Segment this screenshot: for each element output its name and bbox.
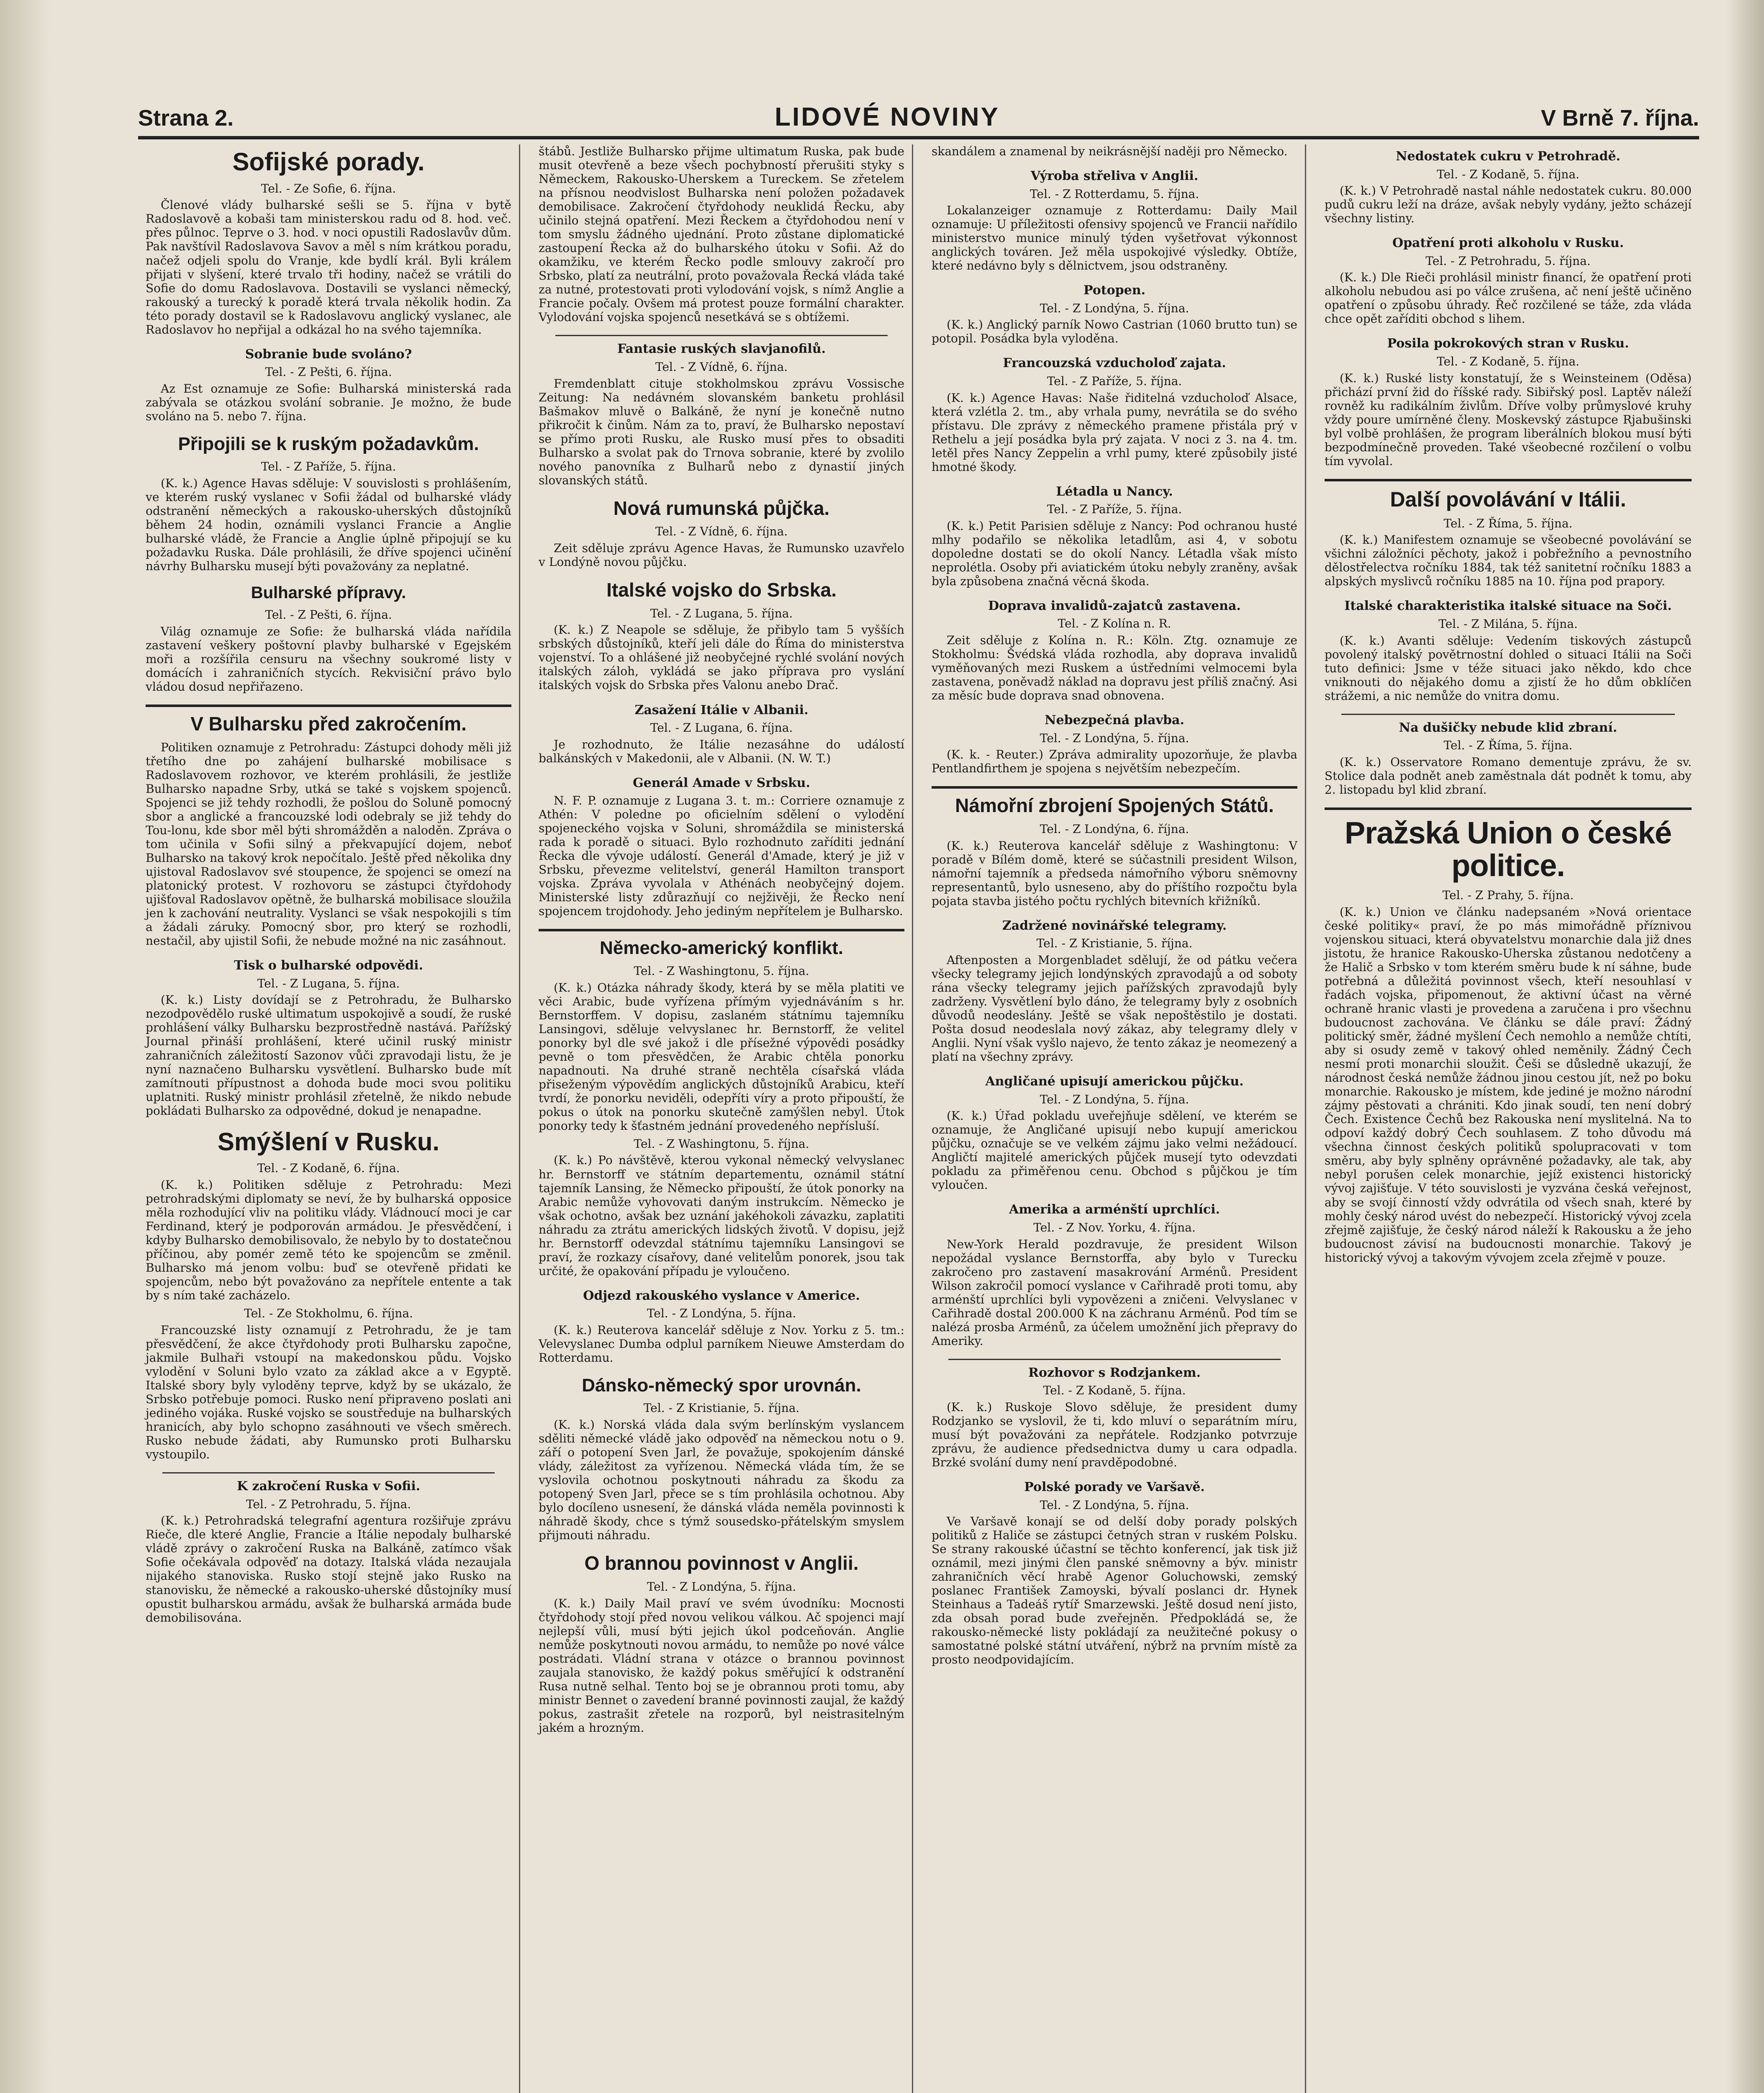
divider bbox=[932, 786, 1297, 789]
dateline: Tel. - Z Rotterdamu, 5. října. bbox=[1030, 187, 1199, 201]
headline: K zakročení Ruska v Sofii. bbox=[236, 1479, 421, 1494]
article-press-response bbox=[146, 959, 511, 1117]
article-body: (K. k.) Union ve článku nadepsaném »Nová orientace české politiky« praví, že po más mimořádně příznivou vojenskou situaci, která obyvatelstvu monarchie dala již dnes jistotu, že hranice Rakousko-Uherska zůstanou nedotčeny a že Halič a Srbsko v tom kterém směru bude k ní sáhne, bude potřebná a důležitá povinnost všech, kteří nesouhlasí v řadách vojska, připomenout, že aktivní účast na věrné ochraně hranic vlasti je provedena a zaručena i pro všechnu budoucnost zachována. Ve článku se dále praví: Žádný politický směr, žádné myšlení Čech nemohlo a nemůže chtíti, aby si osudy země v takový ohled neměnily. Žádný Čech nesmí proti monarchii sloužit. Češi se důsledně ukazují, že národnost česká nemůže žádnou jinou cestou jít, než po boku monarchie. Rakousko je místem, kde jediné je možno národní zájmy pěstovati a chrániti. Kdo jinak soudí, ten není dobrý Čech. Existence Čechů bez Rakouska není myslitelná. Na to odpoví každý dobrý Čech souhlasem. Z toho důvodu má všechna činnost českých politiků spolupracovati v tom směru, aby byly splněny oprávněné požadavky, ale tak, aby nebyl porušen celek monarchie, jejíž existenci historický vývoj zajišťuje. V této souvislosti je vyzvána česká veřejnost, aby se svojí činností vždy odvrátila od všech snah, které by mohly český národ uvést do nebezpečí. Historický vývoj zcela zřejmě zajišťuje, že český národ náleží k Rakousku a že jeho budoucnost závisí na budoucnosti monarchie. Takový je historický vývoj a takovým vývojem zcela zřejmě v pouze. bbox=[1325, 905, 1692, 1265]
headline: O brannou povinnost v Anglii. bbox=[584, 1552, 859, 1574]
article-italian-troops bbox=[539, 580, 904, 692]
article-american-loan bbox=[932, 1075, 1297, 1192]
article-body: (K. k.) Politiken sděluje z Petrohradu: Mezi petrohradskými diplomaty se neví, že by bulharská opposice měla rozhodující vliv na politiku vlády. Vládnoucí moci je car Ferdinand, který je podporován armádou. Je přesvědčení, i kdyby Bulharsko demobilisovalo, že nebylo by to dostatečnou příčinou, aby pomér země této ke spojencům se změnil. Bulharsko má jenom volbu: buď se otevřeně přidati ke spojencům, nebo být považováno za nepřítele entente a tak by s ním také zacházelo. bbox=[146, 1178, 511, 1303]
column-4 bbox=[1317, 144, 1699, 2093]
article-withheld-telegrams bbox=[932, 919, 1297, 1064]
column-3 bbox=[924, 144, 1306, 2093]
article-dangerous-navigation bbox=[932, 713, 1297, 775]
article-body: (K. k. - Reuter.) Zpráva admirality upozorňuje, že plavba Pentlandfirthem je spojena s největším nebezpečím. bbox=[932, 748, 1297, 776]
headline: Německo-americký konflikt. bbox=[599, 938, 844, 959]
article-polish-talks bbox=[932, 1480, 1297, 1666]
dateline: Tel. - Z Petrohradu, 5. října. bbox=[1425, 254, 1591, 268]
article-progressive-parties bbox=[1325, 337, 1692, 468]
headline: V Bulharsku před zakročením. bbox=[190, 713, 467, 735]
headline: Opatření proti alkoholu v Rusku. bbox=[1392, 236, 1624, 251]
article-body: Lokalanzeiger oznamuje z Rotterdamu: Daily Mail oznamuje: U příležitosti ofensivy spojenců ve Francii nařídilo ministerstvo munice minulý týden vyšetřovat výkonnost anglických továren. Jež měla uspokojivé výsledky. Obtíže, které nedávno byly s dělnictvem, jsou odstraněny. bbox=[932, 203, 1297, 273]
article-body: Az Est oznamuje ze Sofie: Bulharská ministerská rada zabývala se otázkou svolání sobranie. Je možno, že bude svoláno na 5. nebo 7. října. bbox=[146, 381, 511, 423]
headline: Dánsko-německý spor urovnán. bbox=[582, 1375, 861, 1396]
dateline: Tel. - Z Washingtonu, 5. října. bbox=[634, 964, 809, 978]
dateline: Tel. - Z Paříže, 5. října. bbox=[261, 460, 396, 474]
dateline: Tel. - Z Petrohradu, 5. října. bbox=[246, 1497, 411, 1511]
article-body: (K. k.) Anglický parník Nowo Castrian (1060 brutto tun) se potopil. Posádka byla vyloděna. bbox=[932, 318, 1297, 346]
article-body: (K. k.) Norská vláda dala svým berlínským vyslancem sděliti německé vládě jako odpověď na německou notu o 9. září o potopení Sven Jarl, že považuje, spokojením dánské vlády, záležitost za vyřízenou. Německá vláda tím, že se vyslovila ochotnou poskytnouti náhradu za škodu za potopený Sven Jarl, přece se s tím prohlásila ochotnou. Aby bylo docíleno usnesení, že dánská vláda neměla povinnosti k náhradě škody, chce s týmž sousedsko-přátelským smyslem přijmouti náhradu. bbox=[539, 1418, 904, 1543]
headline: Nová rumunská půjčka. bbox=[613, 497, 830, 519]
article-sunk bbox=[932, 283, 1297, 345]
headline: Sofijské porady. bbox=[232, 148, 425, 176]
article-italy-albania bbox=[539, 703, 904, 765]
dateline: Tel. - Z Prahy, 5. října. bbox=[1442, 888, 1574, 903]
dateline: Tel. - Z Lugana, 5. října. bbox=[650, 606, 793, 620]
issue-date: V Brně 7. října. bbox=[1541, 105, 1699, 131]
article-airship-captured bbox=[932, 356, 1297, 473]
article-body: (K. k.) Petit Parisien sděluje z Nancy: Pod ochranou husté mlhy podařilo se několika letadlům, asi 4, v sobotu dopoledne dostati se do okolí Nancy. Létadla však místo neprolétla. Osoby při aviatickém útoku nebyly zraněny, avšak byla způsobena značná věcná škoda. bbox=[932, 519, 1297, 588]
divider bbox=[539, 929, 904, 931]
article-body: (K. k.) Z Neapole se sděluje, že přibylo tam 5 vyšších srbských důstojníků, kteří jeli dále do Říma do ministerstva vojenství. To a ohlášené již neobyčejné rychlé svolání nových italských záloh, vykládá se jako příprava pro vyslání italských vojsk do Srbska přes Valonu anebo Drač. bbox=[539, 623, 904, 692]
article-body: Politiken oznamuje z Petrohradu: Zástupci dohody měli již třetího dne po zahájení bulharské mobilisace s Radoslavovem rozhovor, ve kterém prohlásili, že jestliže Bulharsko napadne Srby, utká se také s vojskem spojenců. Spojenci se již tehdy rozhodli, že pošlou do Soluně pomocný sbor a anglické a francouzské lodi odebraly se již tehdy do Tou-lonu, kde sbor měl býti shromážděn a naloděn. Zpráva o tom učinila v Sofii silný a překvapující dojem, neboť Bulharsko na takový krok nepočítalo. Ještě před několika dny ujistoval Radoslavov své stoupence, že spojenci se omezí na platonický protest. V rozhovoru se zástupci čtyřdohody ujišťoval Radoslavov opětně, že bulharská mobilisace sloužila jen k zachování neutrality. Vyslanci se však nespokojili s tím a žádali záruky. Pomocný sbor, pro který se rozhodli, nestačil, aby ujistil Sofii, že nebude možné na nic zasáhnout. bbox=[146, 740, 511, 948]
headline: Odjezd rakouského vyslance v Americe. bbox=[583, 1288, 860, 1303]
article-body: Világ oznamuje ze Sofie: že bulharská vláda nařídila zastavení veškery poštovní plavby bulharské v Egejském moři a rozšířila censuru na všechny soukromé listy v domácích i zahraničních stycích. Rekvisiční právo bylo vládou dosud nepřiřazeno. bbox=[146, 625, 511, 694]
article-munitions bbox=[932, 169, 1297, 273]
divider bbox=[162, 1472, 495, 1473]
article-body: Je rozhodnuto, že Itálie nezasáhne do událostí balkánských v Makedonii, ale v Albanii. (N. W. T.) bbox=[539, 737, 904, 765]
headline: Rozhovor s Rodzjankem. bbox=[1028, 1365, 1201, 1380]
article-body: (K. k.) Reuterova kancelář sděluje z Nov. Yorku z 5. tm.: Velevyslanec Dumba odplul parníkem Nieuwe Amsterdam do Rotterdamu. bbox=[539, 1323, 904, 1365]
article-before-intervention bbox=[146, 714, 511, 948]
article-isonzo-situation bbox=[1325, 599, 1692, 702]
divider bbox=[146, 705, 511, 707]
divider bbox=[1325, 807, 1692, 810]
dateline: Tel. - Z Londýna, 5. října. bbox=[647, 1306, 796, 1321]
dateline: Tel. - Z Kodaně, 5. října. bbox=[1437, 167, 1579, 181]
headline: Posila pokrokových stran v Rusku. bbox=[1387, 336, 1629, 351]
headline: Připojili se k ruským požadavkům. bbox=[178, 433, 479, 454]
article-body: skandálem a znamenal by neikrásnější naději pro Německo. bbox=[932, 144, 1288, 158]
article-body: Zeit sděluje zprávu Agence Havas, že Rumunsko uzavřelo v Londýně novou půjčku. bbox=[539, 541, 904, 569]
newspaper-title: LIDOVÉ NOVINY bbox=[775, 103, 1000, 131]
article-general-amade bbox=[539, 776, 904, 918]
dateline: Tel. - Z Lugana, 5. října. bbox=[257, 976, 400, 990]
article-continued bbox=[932, 144, 1297, 158]
dateline: Tel. - Z Lugana, 6. října. bbox=[650, 721, 793, 735]
article-body: (K. k.) Listy dovídají se z Petrohradu, že Bulharsko nezodpovědělo ruské ultimatum uspokojivě a soudí, že ruské prohlášení války Bulharsku bezprostředně nastává. Pařížský Journal přináší prohlášení, které učinil ruský ministr zahraničních záležitostí Sazonov vůči zpravodaji listu, že je nyní naznačeno Bulharsku vysvětlení. Bulharsko bude mít zamítnouti přípustnost a dohoda bude moci svou politiku uplatniti. Ruský ministr prohlásil zřetelně, že nikdo nebude pokládati Bulharsko za odpovědné, dokud je nenapadne. bbox=[146, 993, 511, 1118]
dateline: Tel. - Z Londýna, 6. října. bbox=[1040, 822, 1189, 836]
headline: Smýšlení v Rusku. bbox=[217, 1127, 440, 1156]
article-body: (K. k.) Po návštěvě, kterou vykonal německý velvyslanec hr. Bernstorff ve státním departementu, oznámil státní tajemník Lansing, že Německo připouští, že útok ponorky na Arabic nemůže vyhovovati daným instrukcím. Německo je však ochotno, avšak bez uznání jakéhokoli závazku, zaplatiti náhradu za ztrátu amerických lidských životů. V dopisu, jejž hr. Bernstorff odevzdal státnímu tajemníku Lansingovi se praví, že rozkazy císařovy, dané velitelům ponorek, jsou tak určité, že opakování případu je vyloučeno. bbox=[539, 1153, 904, 1278]
article-columns bbox=[138, 144, 1699, 2093]
headline: Italské vojsko do Srbska. bbox=[606, 579, 837, 601]
headline: Zasažení Itálie v Albanii. bbox=[634, 702, 809, 717]
headline: Na dušičky nebude klid zbraní. bbox=[1399, 720, 1618, 735]
article-bulgarian-preparations bbox=[146, 584, 511, 694]
headline: Námořní zbrojení Spojených Států. bbox=[955, 795, 1274, 817]
article-body: (K. k.) Daily Mail praví ve svém úvodníku: Mocnosti čtyřdohody stojí před novou velikou válkou. Ač spojenci mají nejlepší vůli, musí býti jejich úkol podceňován. Anglie nemůže poskytnouti novou armádu, to nemůže po nové válce postrádati. Vládní strana v otázce o brannou povinnost zaujala stanovisko, že každý pokus směřující k odstranění Rusa nutně selhal. Tento boj se je obrannou proti tomu, aby ministr Bennet o zavedení branné povinnosti zaujal, že každý pokus, zastrašit zřetele na rozporů, byl neistrasitelným jakém a hrozným. bbox=[539, 1596, 904, 1735]
divider bbox=[1341, 714, 1675, 715]
headline: Létadla u Nancy. bbox=[1056, 484, 1173, 499]
article-body: N. F. P. oznamuje z Lugana 3. t. m.: Corriere oznamuje z Athén: V poledne po oficielním sdělení o vylodění spojeneckého vojska v Soluni, shromáždila se ministerská rada k poradě o situaci. Bylo rozhodnuto zaříditi jednání Řecka dle vývoje událostí. Generál d'Amade, který je již v Srbsku, převezme velitelství, generál Hamilton transport vojska. Zpráva vyvolala v Athénách neobyčejný dojem. Ministerské listy zdůrazňují co nejživěji, že Řecko není spojencem trojdohody. Jeho jediným nepřítelem je Bulharsko. bbox=[539, 794, 904, 918]
article-alcohol-measures bbox=[1325, 236, 1692, 326]
headline: Potopen. bbox=[1084, 283, 1145, 298]
headline: Francouzská vzducholoď zajata. bbox=[1003, 356, 1226, 371]
headline: Nebezpečná plavba. bbox=[1045, 713, 1184, 728]
headline: Nedostatek cukru v Petrohradě. bbox=[1396, 149, 1620, 164]
dateline: Tel. - Z Paříže, 5. října. bbox=[1047, 374, 1182, 388]
article-body: (K. k.) Reuterova kancelář sděluje z Washingtonu: V poradě v Bílém domě, které se súčastnili president Wilson, námořní tajemník a předseda námořního výboru sněmovny representantů, bylo usneseno, aby do příštího rozpočtu byla pojata stavba jistého počtu rychlých bitevních křižníků. bbox=[932, 838, 1297, 908]
article-union-czech-politics bbox=[1325, 817, 1692, 1265]
divider bbox=[948, 1359, 1281, 1360]
headline: Tisk o bulharské odpovědi. bbox=[234, 958, 424, 973]
article-body: Zeit sděluje z Kolína n. R.: Köln. Ztg. oznamuje ze Stokholmu: Švédská vláda rozhodla, aby doprava invalidů vyměňovaných mezi Ruskem a ústředními velmocemi byla zastavena, poněvadž náklad na dopravu jest příliš značný. Asi za měsíc bude doprava snad obnovena. bbox=[932, 633, 1297, 703]
page-number: Strana 2. bbox=[138, 105, 234, 131]
article-body: (K. k.) Agence Havas sděluje: V souvislosti s prohlášením, ve kterém ruský vyslanec v Sofii žádal od bulharské vlády odstranění německých a rakousko-uherských důstojníků během 24 hodin, oznámili vyslanci Francie a Anglie bulharské vládě, že Francie a Anglie úplně připojují se ku požadavku Ruska. Dále prohlásili, že dříve spojenci učinění návrhy Bulharsku musejí býti považovány za neplatné. bbox=[146, 476, 511, 573]
headline: Italské charakteristika italské situace na Soči. bbox=[1344, 599, 1672, 614]
dateline: Tel. - Z Washingtonu, 5. října. bbox=[634, 1136, 809, 1151]
article-body: (K. k.) Ruskoje Slovo sděluje, že president dumy Rodzjanko se vyslovil, že ti, kdo mluví o separátním míru, musí být považováni za nepřátele. Rodzjanko potvrzuje zprávu, že audience předsednictva dumy u cara odpadla. Brzké svolání dumy není pravděpodobné. bbox=[932, 1400, 1297, 1469]
headline: Sobranie bude svoláno? bbox=[245, 347, 412, 362]
article-body: Fremdenblatt cituje stokholmskou zprávu Vossische Zeitung: Na nedávném slovanském banketu prohlásil Bašmakov mluvě o Balkáně, že nyní je konečně nutno přikročit k činům. Nám za to, praví, že Bulharsko nepostaví se přímo proti Rusku, ale Rusko musí přes to obsaditi Bulharsko a svolat pak do Trnova sobranie, které by zvolilo nového panovníka z Bulharů nebo z dynastií jiných slovanských států. bbox=[539, 376, 904, 487]
article-invalid-transport bbox=[932, 599, 1297, 702]
article-sobranie bbox=[146, 347, 511, 423]
article-us-naval-armament bbox=[932, 795, 1297, 908]
dateline: Tel. - Z Paříže, 5. října. bbox=[1047, 502, 1182, 517]
dateline: Tel. - Z Kristianie, 5. října. bbox=[643, 1401, 800, 1415]
article-no-truce bbox=[1325, 721, 1692, 797]
article-body: (K. k.) Otázka náhrady škody, která by se měla platiti ve věci Arabic, bude vyřízena přímým vyjednáváním s hr. Bernstorffem. V dopisu, zaslaném státnímu tajemníku Lansingovi, sděluje velvyslanec hr. Bernstorff, že velitel ponorky byl dle své jakož i dle přísežné výpovědi posádky pevně o tom přesvědčen, že Arabic chtěla ponorku napadnouti. Na druhé straně nechtěla císařská vláda přiseženým výpovědím anglických důstojníků Arabicu, kteří tvrdí, že ponorku neviděli, odepříti víry a proto připouští, že pokus o útok na ponorku skutečně zamýšlen nebyl. Útok ponorky tedy k šťastném jednání provedeného nepřísluší. bbox=[539, 980, 904, 1133]
article-body: (K. k.) Petrohradská telegrafní agentura rozšiřuje zprávu Rieče, dle které Anglie, Francie a Itálie nepodaly bulharské vládě zprávy o zakročení Ruska na Balkáně, zatímco však Sofie očekávala odpověď na dotazy. Italská vláda nezaujala nijakého stanoviska. Rusko stojí stejně jako Rusko na stanovisku, že německé a rakousko-uherské důstojníky musí opustit bulharskou armádu, avšak že bulharská armáda bude demobilisována. bbox=[146, 1514, 511, 1625]
headline: Angličané upisují americkou půjčku. bbox=[985, 1074, 1244, 1089]
headline: Fantasie ruských slavjanofilů. bbox=[617, 342, 826, 357]
dateline: Tel. - Z Vídně, 6. října. bbox=[655, 360, 788, 374]
dateline: Tel. - Z Pešti, 6. října. bbox=[265, 608, 392, 622]
article-romanian-loan bbox=[539, 498, 904, 569]
article-russian-demands bbox=[146, 434, 511, 573]
article-russia-sofia bbox=[146, 1479, 511, 1624]
article-italian-callups bbox=[1325, 488, 1692, 589]
divider bbox=[555, 335, 888, 336]
article-body: (K. k.) Úřad pokladu uveřejňuje sdělení, ve kterém se oznamuje, že Angličané upisují nebo kupují americkou půjčku, označuje se ve velkém zájmu jako velmi nežádoucí. Angličtí majitelé amerických půjček musejí tyto odevzdati pokladu za přiměřenou cenu. Obchod s půjčkou je tím vyloučen. bbox=[932, 1109, 1297, 1192]
article-body: štábů. Jestliže Bulharsko přijme ultimatum Ruska, pak bude musit otevřeně a beze všech pochybností přerušiti styky s Německem, Rakousko-Uherskem a Tureckem. Se zřetelem na přísnou neodvislost Bulharska není položen požadavek demobilisace. Zakročení čtyřdohody neuklidá Řecku, aby učinilo stejná opatření. Mezi Řeckem a čtyřdohodou není v tom smyslu žádného ujednání. Proto zůstane diplomatické zastoupení Řecka až do bulharského útoku v Sofii. Až do okamžiku, ve kterém Řecko podle smlouvy zakročí pro Srbsko, platí za neutrální, proto považovala Řecká vláda také za nutné, protestovati proti vylodování vojsk, s nímž Anglie a Francie počaly. Ovšem má protest pouze formální charakter. Vylodování vojska spojenců nesetkává se s obtížemi. bbox=[539, 144, 904, 324]
dateline: Tel. - Z Londýna, 5. října. bbox=[1040, 301, 1189, 315]
dateline: Tel. - Z Londýna, 5. října. bbox=[1040, 1498, 1189, 1512]
article-slavophile-fantasies bbox=[539, 342, 904, 487]
headline: Polské porady ve Varšavě. bbox=[1024, 1480, 1205, 1495]
article-body: Aftenposten a Morgenbladet sdělují, že od pátku večera všecky telegramy jejich londýnských zpravodajů a od soboty rána všecky telegramy jejich pařížských zpravodajů byly zadrženy. Vysvětlení bylo dáno, že telegramy byly z osobních důvodů neodeslány. Ještě se však nepoštěstilo je dostati. Pošta dosud neodeslala nový zákaz, aby telegramy dlely v Anglii. Nyní však vyšlo najevo, že tento zákaz je neomezený a platí na všechny zprávy. bbox=[932, 953, 1297, 1064]
article-body: (K. k.) Avanti sděluje: Vedením tiskových zástupců povolený italský povětrnostní dohled o situaci Itálii na Soči tuto definici: Jsme v téže situaci jako někdo, kdo chce vniknouti do nějakého domu a zjistí že ho dům obklíčen strážemi, a nic nemůže do vnitra domu. bbox=[1325, 633, 1692, 703]
dateline: Tel. - Z Londýna, 5. října. bbox=[647, 1580, 796, 1594]
headline: Pražská Union o české politice. bbox=[1344, 815, 1672, 883]
dateline: Tel. - Z Říma, 5. října. bbox=[1443, 738, 1573, 753]
headline: Další povolávání v Itálii. bbox=[1390, 487, 1626, 511]
dateline: Tel. - Z Nov. Yorku, 4. října. bbox=[1033, 1220, 1196, 1234]
divider bbox=[1325, 479, 1692, 481]
dateline: Tel. - Z Kolína n. R. bbox=[1058, 617, 1171, 631]
article-sofia-talks bbox=[146, 149, 511, 337]
column-1 bbox=[138, 144, 520, 2093]
dateline: Tel. - Ze Stokholmu, 6. října. bbox=[244, 1306, 413, 1321]
scan-edge-right bbox=[1726, 0, 1764, 2093]
dateline: Tel. - Z Kristianie, 5. října. bbox=[1036, 936, 1193, 951]
dateline: Tel. - Z Londýna, 5. října. bbox=[1040, 1092, 1189, 1106]
masthead bbox=[138, 86, 1699, 139]
article-body: (K. k.) Manifestem oznamuje se všeobecné povolávání se všichni záložníci pěchoty, jakož i pobřežního a pevnostního dělostřelectva ročníku 1884, tak též sanitetní ročníku 1883 a alpských myslivců ročníku 1885 na 10. října pod prapory. bbox=[1325, 533, 1692, 589]
article-body: (K. k.) Dle Rieči prohlásil ministr financí, že opatření proti alkoholu nebudou asi po válce zrušena, ač není ještě učiněno opatření o způsobu úhrady. Řeč rozčilené se táže, zda vláda chce opět zaříditi obchod s lihem. bbox=[1325, 270, 1692, 326]
article-body: (K. k.) Agence Havas: Naše řiditelná vzducholoď Alsace, která vzlétla 2. tm., aby vrhala pumy, nevrátila se do svého přístavu. Dle zprávy z německého pramene přistála prý v Rethelu a její posádka byla prý zajata. V noci z 3. na 4. tm. letěl přes Nancy Zeppelin a vrhl pumy, které způsobily jisté hmotné škody. bbox=[932, 391, 1297, 474]
headline: Doprava invalidů-zajatců zastavena. bbox=[988, 598, 1241, 613]
article-rodzjanko-interview bbox=[932, 1366, 1297, 1469]
dateline: Tel. - Z Vídně, 6. října. bbox=[655, 525, 788, 539]
headline: Amerika a arménští uprchlíci. bbox=[1009, 1202, 1220, 1217]
dateline: Tel. - Z Říma, 5. října. bbox=[1443, 516, 1573, 530]
article-body: (K. k.) V Petrohradě nastal náhle nedostatek cukru. 80.000 pudů cukru leží na dráze, avšak nebyly vydány, ježto scházejí všechny listiny. bbox=[1325, 184, 1692, 226]
article-body: (K. k.) Osservatore Romano dementuje zprávu, že sv. Stolice dala podnět aneb zaměstnala dát podnět k tomu, aby 2. listopadu byl klid zbraní. bbox=[1325, 755, 1692, 797]
article-conscription-england bbox=[539, 1553, 904, 1735]
article-ambassador-departure bbox=[539, 1289, 904, 1365]
article-body: (K. k.) Ruské listy konstatují, že s Weinsteinem (Oděsa) přichází první žid do říšské rady. Sibiřský posl. Laptěv náleží rovněž ku radikálním živlům. Dříve volby průmyslové kruhy vždy poure umírněné členy. Moskevský zástupce Rjabušinski byl volbě prohlášen, že program liberálních blokou musí býti bezpodmínečně proveden. Také všeobecné rozčilení o volbu tím vyvolal. bbox=[1325, 371, 1692, 468]
article-german-american-conflict bbox=[539, 938, 904, 1278]
headline: Zadržené novinářské telegramy. bbox=[1002, 918, 1227, 933]
dateline: Tel. - Z Londýna, 5. října. bbox=[1040, 731, 1189, 745]
headline: Bulharské přípravy. bbox=[251, 584, 406, 602]
article-aircraft-nancy bbox=[932, 485, 1297, 588]
article-body: Francouzské listy oznamují z Petrohradu, že je tam přesvědčení, že akce čtyřdohody proti Bulharsku započne, jakmile Bulhaři vstoupí na makedonskou půdu. Vojsko vylodění v Soluni bylo vzato za základ akce a v Egyptě. Italské sbory byly vyloděny teprve, když by se ukázalo, že Srbsko potřebuje pomoci. Rusko není připraveno poslati ani jediného vojáka. Ruské vojsko se soustředuje na bulharských hranicích, aby bylo schopno zasáhnouti ve všech směrech. Rusko nebude žádati, aby Rumunsko proti Bulharsku vystoupilo. bbox=[146, 1323, 511, 1462]
article-continued bbox=[539, 144, 904, 324]
dateline: Tel. - Z Kodaně, 6. října. bbox=[257, 1161, 400, 1175]
column-2 bbox=[531, 144, 913, 2093]
article-sugar-shortage bbox=[1325, 149, 1692, 225]
article-body: Členové vlády bulharské sešli se 5. října v bytě Radoslavově a kobaši tam ministerskou radu od 8. hod. več. přes půlnoc. Teprve o 3. hod. v noci opustili Radoslavův dům. Pak navštívil Radoslavova Savov a měl s ním krátkou poradu, načež odjeli spolu do Vranje, kde bydlí král. Byli králem přijati v slyšení, které trvalo tři hodiny, načež se vrátili do Sofie do domu Radoslavova. Dostavili se vyslanci německý, rakouský a turecký k poradě která trvala několik hodin. Za této porady dostavil se k Radoslavovu anglický vyslanec, ale Radoslavov ho nepřijal a odkázal ho na svého tajemníka. bbox=[146, 198, 511, 337]
dateline: Tel. - Ze Sofie, 6. října. bbox=[261, 181, 396, 195]
dateline: Tel. - Z Milána, 5. října. bbox=[1438, 617, 1578, 631]
dateline: Tel. - Z Kodaně, 5. října. bbox=[1437, 354, 1579, 368]
scan-edge-left bbox=[0, 0, 50, 2093]
headline: Generál Amade v Srbsku. bbox=[633, 775, 810, 790]
article-russian-sentiment bbox=[146, 1129, 511, 1462]
article-armenian-refugees bbox=[932, 1203, 1297, 1347]
article-danish-german-dispute bbox=[539, 1376, 904, 1542]
headline: Výroba střeliva v Anglii. bbox=[1030, 169, 1199, 184]
dateline: Tel. - Z Pešti, 6. října. bbox=[265, 365, 392, 379]
article-body: Ve Varšavě konají se od delší doby porady polských politiků z Haliče se zástupci četných stran v ruském Polsku. Se strany rakouské účastní se těchto konferencí, jak tisk již oznámil, mezi jinými člen panské sněmovny a býv. ministr zahraničních věcí hrabě Agenor Goluchowski, zemský poslanec František Zamoyski, bývalí poslanci dr. Hynek Steinhaus a Tadeáš rytíř Smarzewski. Ještě dosud není jisto, zda obsah porad bude zveřejněn. Předpokládá se, že rakousko-německé listy pokládají za neužitečné pokusy o samostatné polské státní utváření, nýbrž na prvním místě za prosto neodpovidajícím. bbox=[932, 1514, 1297, 1667]
article-body: New-York Herald pozdravuje, že president Wilson nepožádal vyslance Bernstorffa, aby bylo v Turecku zakročeno pro zastavení masakrování Arménů. President Wilson zakročil pomocí vyslance v Cařihradě proti tomu, aby arménští uprchlíci byli vypovězeni a zničeni. Velvyslanec v Cařihradě dostal 200.000 K na záchranu Arménů. Pod tím se nalézá prosba Arménů, za účelem umožnění jich přepravy do Ameriky. bbox=[932, 1237, 1297, 1348]
dateline: Tel. - Z Kodaně, 5. října. bbox=[1043, 1383, 1186, 1398]
